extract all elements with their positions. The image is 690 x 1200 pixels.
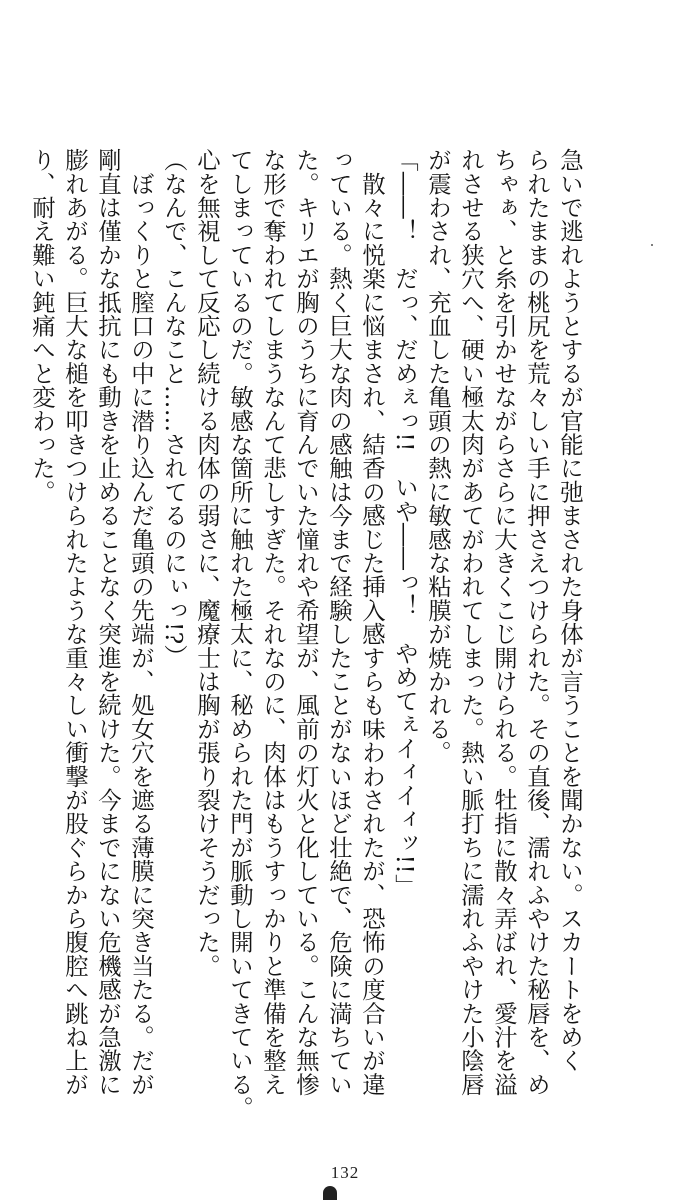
text-line: れさせる狭穴へ、硬い極太肉があてがわれてしまった。熱い脈打ちに濡れふやけた小陰唇 (457, 148, 485, 1096)
text-line: 散々に悦楽に悩まされ、結香の感じた挿入感すらも味わわされたが、恐怖の度合いが違 (358, 148, 386, 1096)
text-line: り、耐え難い鈍痛へと変わった。 (28, 148, 56, 504)
stray-ink-dot (651, 244, 653, 246)
thought-line: （なんで、こんなこと……されてるのにぃっ!?） (160, 148, 188, 669)
vertical-text-body (25, 148, 586, 1158)
bottom-edge-mark (323, 1186, 337, 1200)
text-line: な形で奪われてしまうなんて悲しすぎた。それなのに、肉体はもうすっかりと準備を整え (259, 148, 287, 1096)
text-line: 膨れあがる。巨大な槌を叩きつけられたような重々しい衝撃が股ぐらから腹腔へ跳ね上が (61, 148, 89, 1096)
text-line: っている。熱く巨大な肉の感触は今まで経験したことがないほど壮絶で、危険に満ちてい (325, 148, 353, 1096)
text-line: た。キリエが胸のうちに育んでいた憧れや希望が、風前の灯火と化している。こんな無惨 (292, 148, 320, 1096)
page-number: 132 (330, 1163, 360, 1182)
text-line: 急いで逃れようとするが官能に弛まされた身体が言うことを聞かない。スカートをめく (556, 148, 584, 1073)
dialogue-line: 「――！ だっ、だめぇっ!! いや――っ！ やめてぇイィイィッ!!」 (391, 148, 419, 898)
text-line: 剛直は僅かな抵抗にも動きを止めることなく突進を続けた。今までにない危機感が急激に (94, 148, 122, 1096)
text-line: てしまっているのだ。敏感な箇所に触れた極太に、秘められた門が脈動し開いてきている。 (226, 148, 254, 1120)
text-line: ちゃぁ、と糸を引かせながらさらに大きくこじ開けられる。牡指に散々弄ばれ、愛汁を溢 (490, 148, 518, 1096)
text-line: られたままの桃尻を荒々しい手に押さえつけられた。その直後、濡れふやけた秘唇を、め (523, 148, 551, 1096)
text-line: 心を無視して反応し続ける肉体の弱さに、魔療士は胸が張り裂けそうだった。 (193, 148, 221, 978)
text-line: ぼっくりと膣口の中に潜り込んだ亀頭の先端が、処女穴を遮る薄膜に突き当たる。だが (127, 148, 155, 1096)
text-line: が震わされ、充血した亀頭の熱に敏感な粘膜が焼かれる。 (424, 148, 452, 765)
